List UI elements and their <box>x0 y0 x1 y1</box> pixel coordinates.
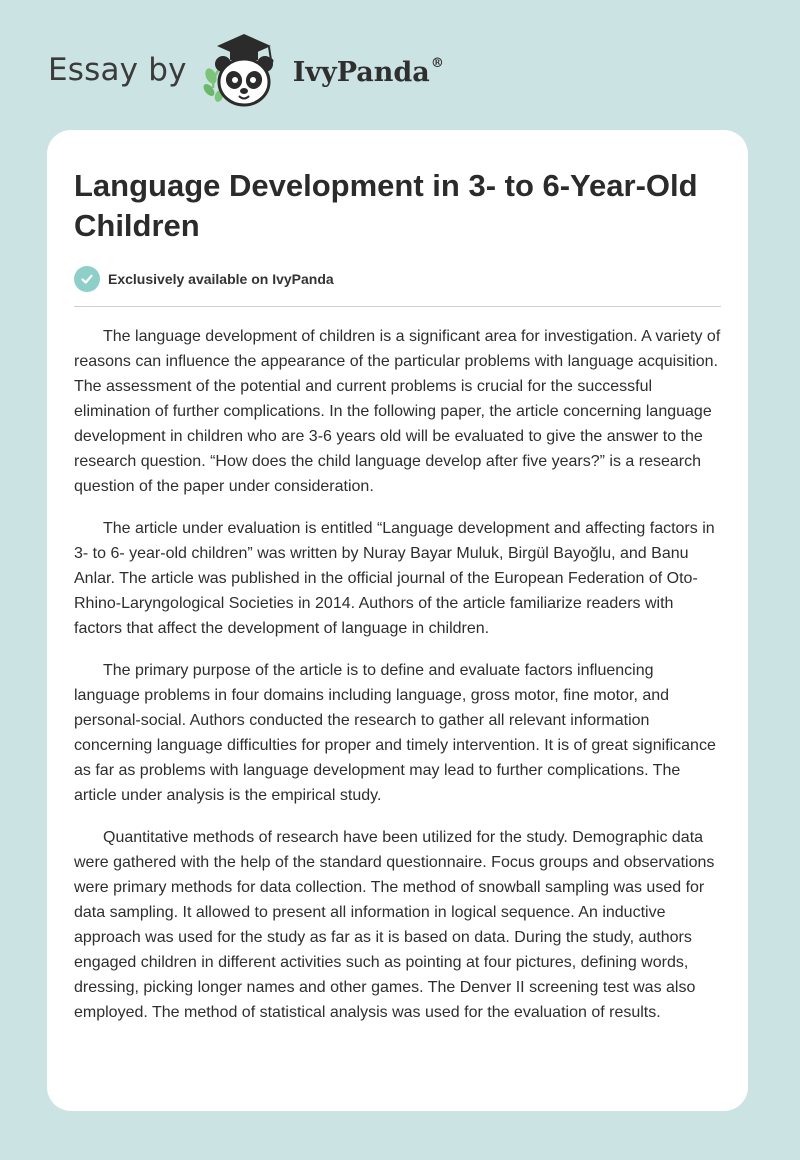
exclusive-label: Exclusively available on IvyPanda <box>108 271 334 287</box>
essay-body <box>74 324 721 1025</box>
checkmark-icon <box>74 266 100 292</box>
registered-mark: ® <box>430 55 444 71</box>
paragraph: The article under evaluation is entitled “Language development and affecting factors in 3- to 6- year-old children” was written by Nuray Bayar Muluk, Birgül Bayoğlu, and Banu Anlar. The article was published in the official journal of the European Federation of Oto-Rhino-Laryngological Societies in 2014. Authors of the article familiarize readers with factors that affect the development of language in children. <box>74 520 715 637</box>
brand-name: IvyPanda <box>292 56 430 88</box>
paragraph: The primary purpose of the article is to define and evaluate factors influencing language problems in four domains including language, gross motor, fine motor, and personal-social. Authors conducted the research to gather all relevant information concerning language difficulties for proper and timely intervention. It is of great significance as far as problems with language development may lead to further complications. The article under analysis is the empirical study. <box>74 662 716 804</box>
exclusive-badge <box>74 266 721 307</box>
ivypanda-brand[interactable] <box>293 57 444 88</box>
paragraph: Quantitative methods of research have been utilized for the study. Demographic data were gathered with the help of the standard questionnaire. Focus groups and observations were primary methods for data collection. The method of snowball sampling was used for data sampling. It allowed to present all information in logical sequence. An inductive approach was used for the study as far as it is based on data. During the study, authors engaged children in different activities such as pointing at four pictures, defining words, dressing, picking longer names and other games. The Denver II screening test was also employed. The method of statistical analysis was used for the evaluation of results. <box>74 829 715 1021</box>
essay-by-label: Essay by <box>48 52 187 88</box>
essay-card <box>47 130 748 1111</box>
panda-logo-icon[interactable] <box>199 30 287 110</box>
site-header <box>48 30 444 110</box>
paragraph: The language development of children is a significant area for investigation. A variety of reasons can influence the appearance of the particular problems with language acquisition. The assessment of the potential and current problems is crucial for the successful elimination of further complications. In the following paper, the article concerning language development in children who are 3-6 years old will be evaluated to give the answer to the research question. “How does the child language develop after five years?” is a research question of the paper under consideration. <box>74 328 721 495</box>
essay-title: Language Development in 3- to 6-Year-Old Children <box>74 168 698 243</box>
